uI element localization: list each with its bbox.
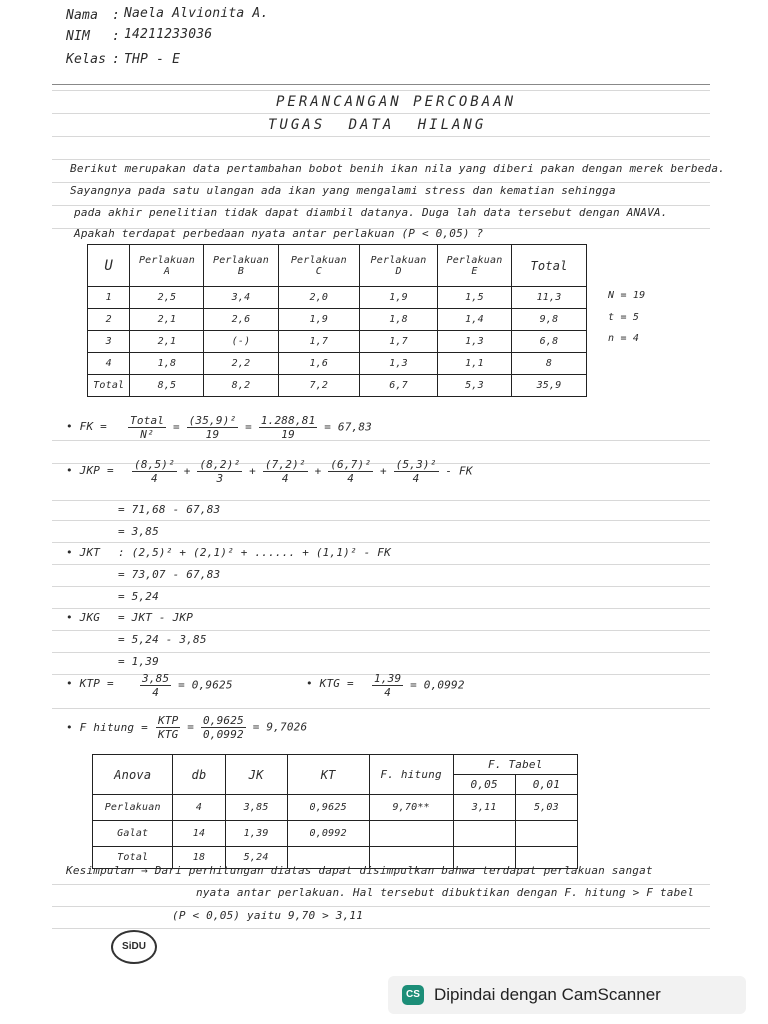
page-rule <box>52 136 710 137</box>
side-note-t: t = 5 <box>608 312 640 323</box>
row-label: Total <box>88 375 130 397</box>
fhitung-formula: $\frac{\text{KTP}}{\text{KTG}}$ = $\frac{0,9625}{0,0992}$ = 9,7026 <box>158 714 308 741</box>
page-rule <box>52 630 710 631</box>
problem-line-3: pada akhir penelitian tidak dapat diambil datanya. Duga lah data tersebut dengan ANAVA. <box>74 206 668 219</box>
table-cell: 1,4 <box>437 309 511 331</box>
col-header-d: Perlakuan D <box>360 245 438 287</box>
table-cell: 1,3 <box>437 331 511 353</box>
conclusion-line-3: (P < 0,05) yaitu 9,70 > 3,11 <box>172 909 364 922</box>
nama-label: Nama <box>66 8 99 23</box>
table-cell: 8,2 <box>204 375 278 397</box>
jkp-step-2: = 71,68 - 67,83 <box>118 503 221 516</box>
nim-colon: : <box>112 29 121 44</box>
table-cell: 8,5 <box>130 375 204 397</box>
camscanner-text: Dipindai dengan CamScanner <box>434 985 661 1004</box>
nama-value: Naela Alvionita A. <box>124 6 269 21</box>
table-row <box>93 821 578 847</box>
page-rule <box>52 608 710 609</box>
anova-row-label: Total <box>93 847 173 869</box>
kelas-label: Kelas <box>66 52 107 67</box>
conclusion-line-2: nyata antar perlakuan. Hal tersebut dibuktikan dengan F. hitung > F tabel <box>196 886 695 899</box>
anova-col-fhitung: F. hitung <box>369 755 453 795</box>
table-cell: 2,1 <box>130 331 204 353</box>
page-rule <box>52 564 710 565</box>
kelas-value: THP - E <box>124 52 181 67</box>
table-cell: 0,0992 <box>287 821 369 847</box>
table-cell: 2,5 <box>130 287 204 309</box>
nim-label: NIM <box>66 29 91 44</box>
table-cell: 1,1 <box>437 353 511 375</box>
camscanner-icon: CS <box>402 985 424 1005</box>
anova-col-db: db <box>173 755 225 795</box>
table-cell: 1,6 <box>278 353 360 375</box>
conclusion-line-1: Kesimpulan → Dari perhitungan diatas dapat disimpulkan bahwa terdapat perlakuan sangat <box>66 864 653 877</box>
page-rule <box>52 159 710 160</box>
anova-table <box>92 754 578 869</box>
anova-row-label: Perlakuan <box>93 795 173 821</box>
page-rule <box>52 90 710 91</box>
page-rule <box>52 652 710 653</box>
col-header-b: Perlakuan B <box>204 245 278 287</box>
table-header-row <box>88 245 587 287</box>
page-subtitle: TUGAS DATA HILANG <box>268 117 487 133</box>
ktg-formula: $\frac{1,39}{4}$ = 0,0992 <box>374 672 465 699</box>
anova-row-label: Galat <box>93 821 173 847</box>
page-rule <box>52 113 710 114</box>
problem-line-1: Berikut merupakan data pertambahan bobot benih ikan nila yang diberi pakan dengan merek berbeda. <box>70 162 725 175</box>
table-cell: 5,24 <box>225 847 287 869</box>
page-title: PERANCANGAN PERCOBAAN <box>276 94 517 110</box>
anova-header-row <box>93 755 578 775</box>
jkg-step-2: = 5,24 - 3,85 <box>118 633 207 646</box>
col-header-c: Perlakuan C <box>278 245 360 287</box>
side-note-n: N = 19 <box>608 290 646 301</box>
table-cell: 1,9 <box>360 287 438 309</box>
table-row <box>93 795 578 821</box>
table-cell-total: 8 <box>512 353 587 375</box>
table-cell: 2,2 <box>204 353 278 375</box>
page-rule <box>52 586 710 587</box>
anova-col-kt: KT <box>287 755 369 795</box>
table-cell-total: 9,8 <box>512 309 587 331</box>
page-rule <box>52 520 710 521</box>
jkt-label: • JKT <box>66 546 101 559</box>
table-total-row <box>88 375 587 397</box>
camscanner-watermark <box>388 976 746 1014</box>
table-cell: 3,4 <box>204 287 278 309</box>
row-label: 4 <box>88 353 130 375</box>
table-cell: 2,0 <box>278 287 360 309</box>
anova-col-ftabel: F. Tabel <box>453 755 577 775</box>
table-cell: 18 <box>173 847 225 869</box>
table-cell: 1,7 <box>360 331 438 353</box>
table-cell: 2,1 <box>130 309 204 331</box>
table-cell: 14 <box>173 821 225 847</box>
jkp-label: • JKP = <box>66 464 114 477</box>
fhitung-label: • F hitung = <box>66 721 148 734</box>
table-cell-missing: (-) <box>204 331 278 353</box>
jkg-label: • JKG <box>66 611 101 624</box>
table-cell: 4 <box>173 795 225 821</box>
table-cell: 7,2 <box>278 375 360 397</box>
jkg-step-3: = 1,39 <box>118 655 159 668</box>
col-header-total: Total <box>512 245 587 287</box>
table-cell <box>453 821 515 847</box>
table-cell: 3,85 <box>225 795 287 821</box>
row-label: 1 <box>88 287 130 309</box>
page-rule <box>52 884 710 885</box>
col-header-u: U <box>88 245 130 287</box>
page-rule <box>52 500 710 501</box>
ktp-label: • KTP = <box>66 677 114 690</box>
jkp-formula: $\frac{\text{(8,5)²}}{4}$ + $\frac{\text{(8,2)²}}{3}$ + $\frac{\text{(7,2)²}}{4}$ + $\frac{\text{(6,7)²}}{4}$ + $\frac{\text{(5,3)²}}{4}$ - FK <box>134 458 473 485</box>
side-note-n-small: n = 4 <box>608 333 640 344</box>
page-rule <box>52 182 710 183</box>
table-cell: 1,39 <box>225 821 287 847</box>
table-cell: 1,3 <box>360 353 438 375</box>
table-row <box>88 287 587 309</box>
problem-line-2: Sayangnya pada satu ulangan ada ikan yang mengalami stress dan kematian sehingga <box>70 184 616 197</box>
page-rule <box>52 84 710 85</box>
col-header-a: Perlakuan A <box>130 245 204 287</box>
page-rule <box>52 708 710 709</box>
jkp-step-3: = 3,85 <box>118 525 159 538</box>
fk-label: • FK = <box>66 420 107 433</box>
table-cell: 3,11 <box>453 795 515 821</box>
table-cell: 1,7 <box>278 331 360 353</box>
nim-value: 14211233036 <box>124 27 213 42</box>
table-cell: 2,6 <box>204 309 278 331</box>
jkt-step-1: : (2,5)² + (2,1)² + ...... + (1,1)² - FK <box>118 546 391 559</box>
problem-line-4: Apakah terdapat perbedaan nyata antar perlakuan (P < 0,05) ? <box>74 227 484 240</box>
table-cell: 9,70** <box>369 795 453 821</box>
fk-formula: $\frac{\text{Total}}{\text{N²}}$ = $\frac{\text{(35,9)²}}{19}$ = $\frac{1.288,81}{19}$ = 67,83 <box>130 414 373 441</box>
table-cell: 1,9 <box>278 309 360 331</box>
table-row <box>88 353 587 375</box>
ktg-label: • KTG = <box>306 677 354 690</box>
nama-colon: : <box>112 8 121 23</box>
table-cell <box>369 821 453 847</box>
sidu-stamp-logo: SiDU <box>111 930 157 964</box>
row-label: 2 <box>88 309 130 331</box>
jkt-step-3: = 5,24 <box>118 590 159 603</box>
table-cell: 5,3 <box>437 375 511 397</box>
page-rule <box>52 542 710 543</box>
anova-col-f005: 0,05 <box>453 775 515 795</box>
ktp-formula: $\frac{3,85}{4}$ = 0,9625 <box>142 672 233 699</box>
table-cell: 1,5 <box>437 287 511 309</box>
table-cell: 0,9625 <box>287 795 369 821</box>
data-table <box>87 244 587 397</box>
kelas-colon: : <box>112 52 121 67</box>
table-cell: 6,7 <box>360 375 438 397</box>
page-rule <box>52 906 710 907</box>
table-cell-total: 11,3 <box>512 287 587 309</box>
anova-col-f001: 0,01 <box>515 775 577 795</box>
table-cell <box>515 821 577 847</box>
row-label: 3 <box>88 331 130 353</box>
table-cell: 5,03 <box>515 795 577 821</box>
jkg-step-1: = JKT - JKP <box>118 611 194 624</box>
table-cell-total: 6,8 <box>512 331 587 353</box>
table-cell-grand-total: 35,9 <box>512 375 587 397</box>
page-rule <box>52 928 710 929</box>
table-row <box>88 309 587 331</box>
anova-col-anova: Anova <box>93 755 173 795</box>
jkt-step-2: = 73,07 - 67,83 <box>118 568 221 581</box>
table-row <box>88 331 587 353</box>
anova-col-jk: JK <box>225 755 287 795</box>
table-cell: 1,8 <box>130 353 204 375</box>
table-cell: 1,8 <box>360 309 438 331</box>
col-header-e: Perlakuan E <box>437 245 511 287</box>
